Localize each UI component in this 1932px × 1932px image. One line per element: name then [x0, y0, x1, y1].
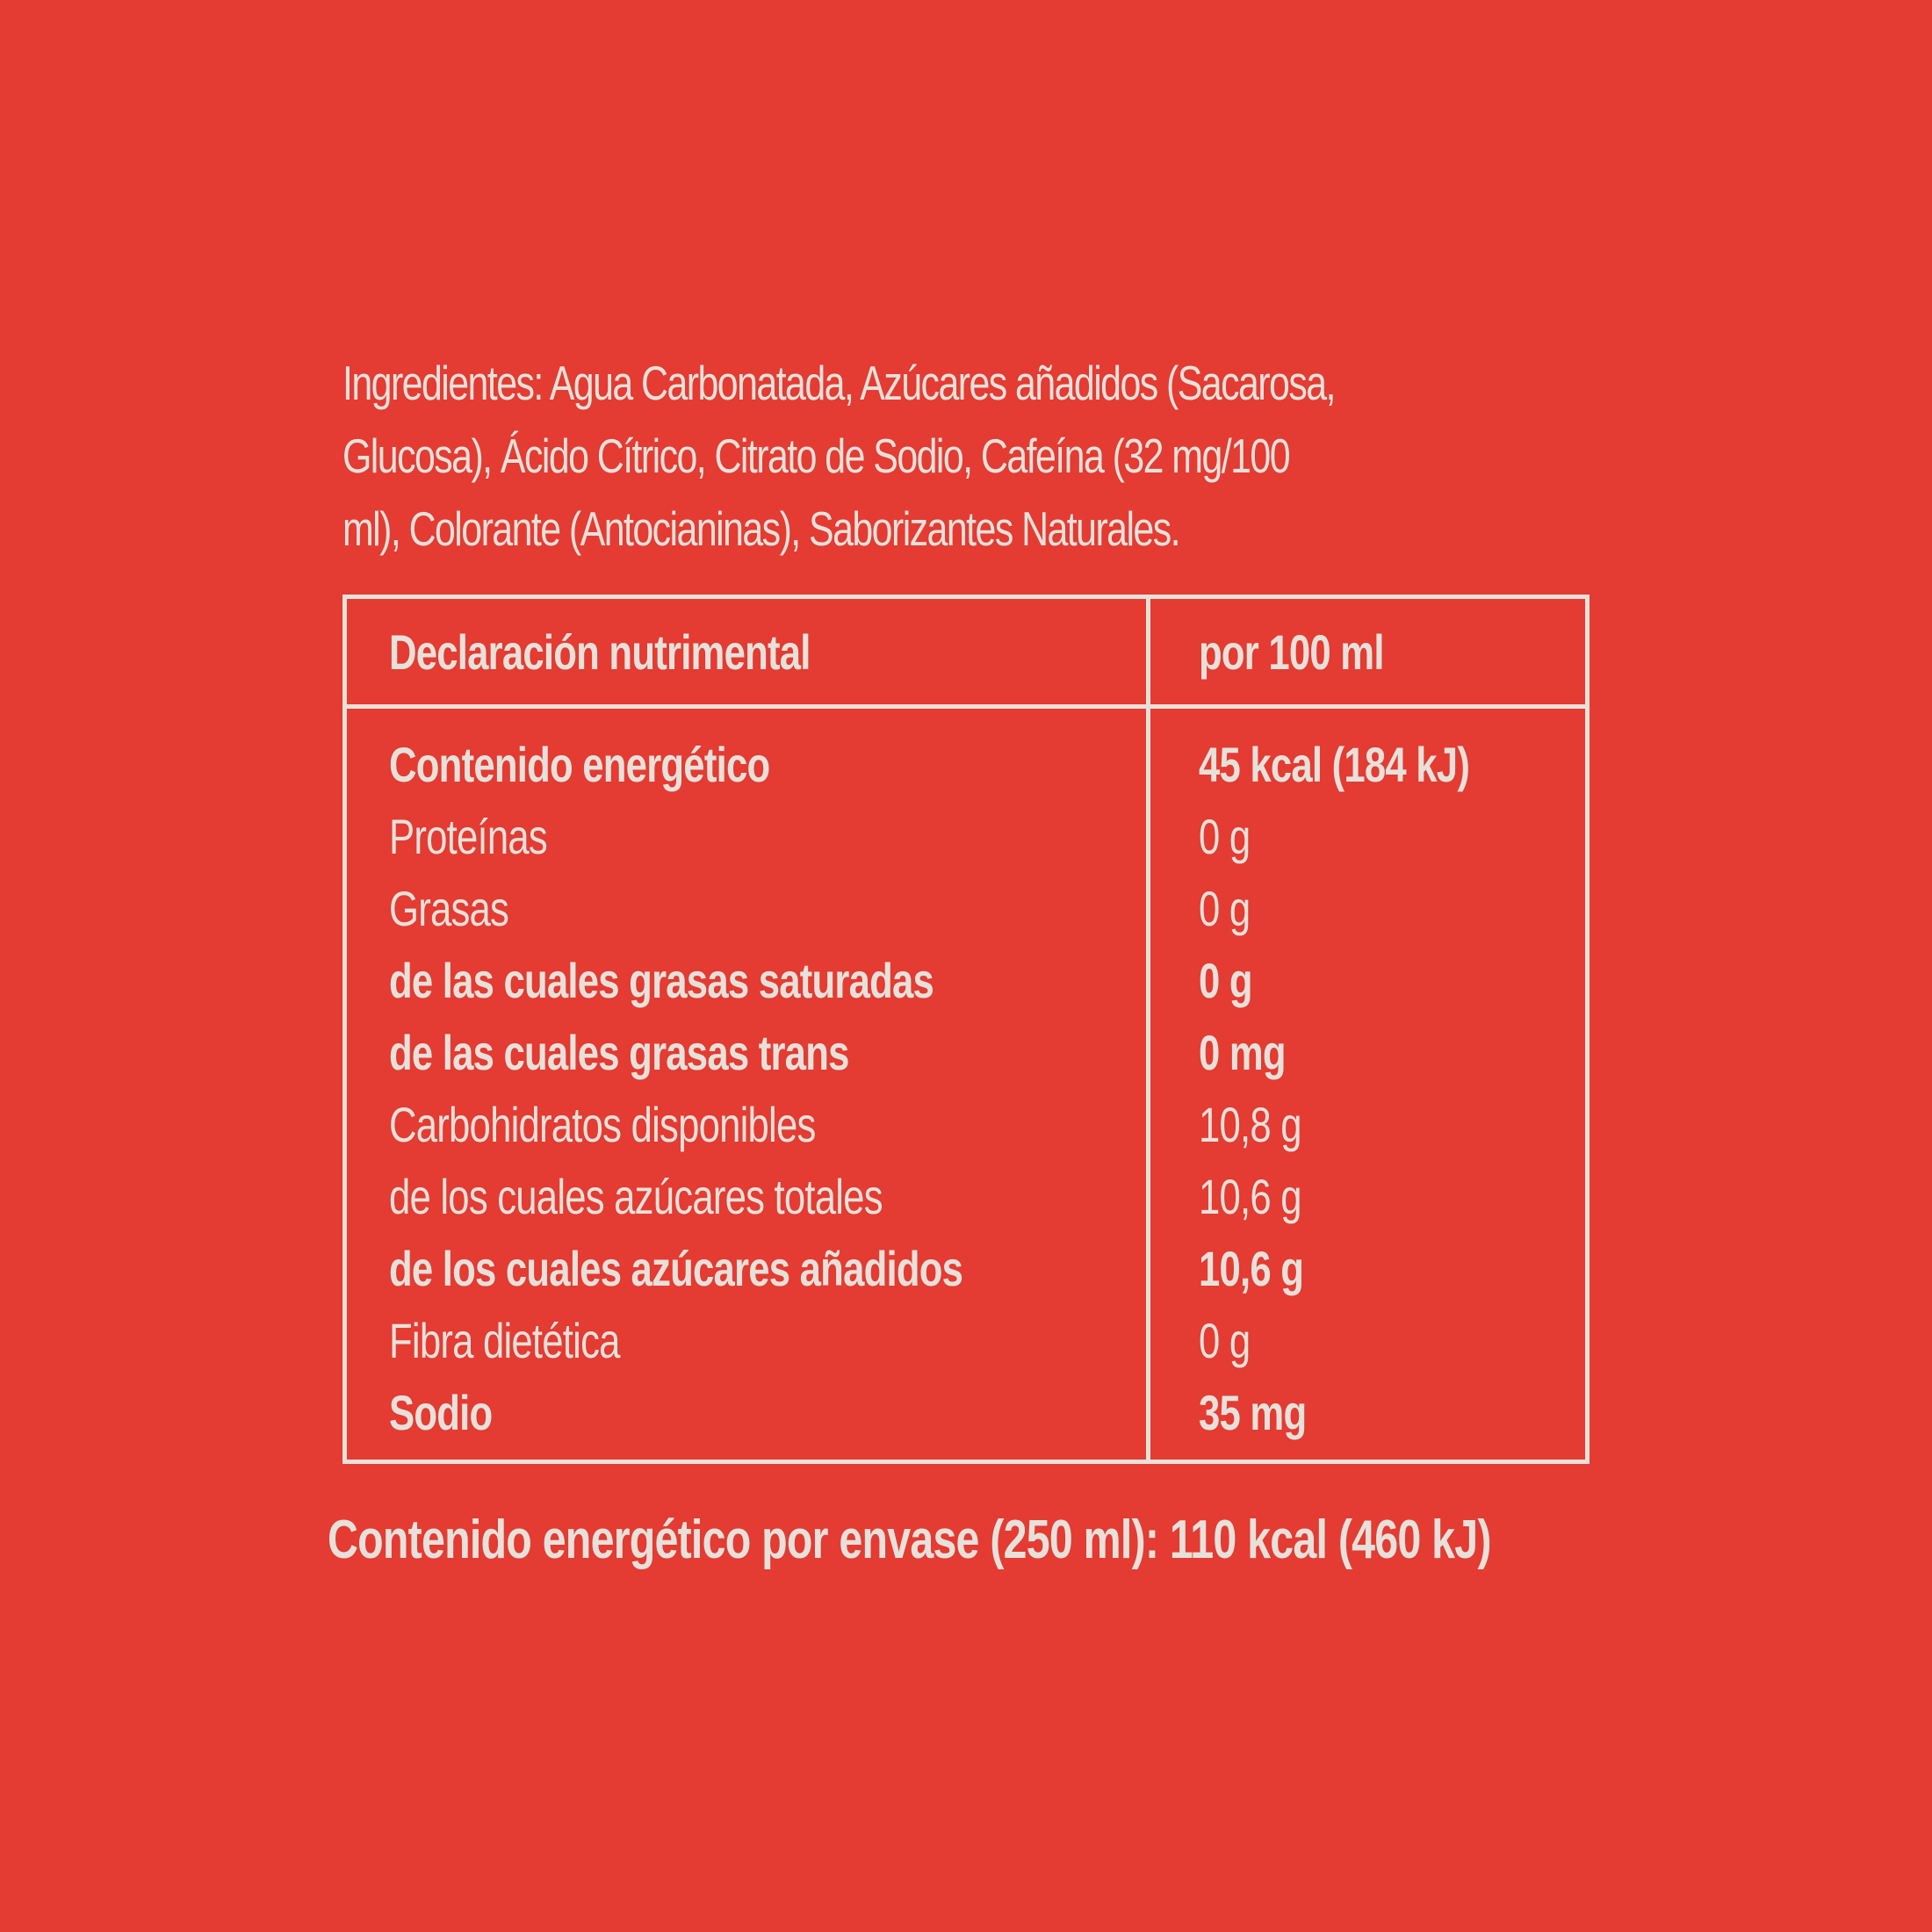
- nutrient-label: Proteínas: [389, 809, 547, 864]
- nutrient-label: de los cuales azúcares añadidos: [389, 1241, 963, 1296]
- nutrient-label: de las cuales grasas trans: [389, 1025, 849, 1080]
- column-divider: [1146, 599, 1150, 1460]
- nutrient-values-column: [1199, 729, 1546, 1449]
- nutrient-value: 0 g: [1199, 881, 1251, 936]
- ingredients-line: Glucosa), Ácido Cítrico, Citrato de Sodio, Cafeína (32 mg/100: [342, 429, 1290, 483]
- nutrient-value: 10,8 g: [1199, 1097, 1301, 1152]
- nutrient-value: 10,6 g: [1199, 1241, 1304, 1296]
- nutrient-label: Grasas: [389, 881, 509, 936]
- nutrient-value: 0 g: [1199, 809, 1251, 864]
- ingredients-line: ml), Colorante (Antocianinas), Saborizantes Naturales.: [342, 501, 1179, 556]
- nutrient-value: 35 mg: [1199, 1385, 1307, 1440]
- energy-per-container: Contenido energético por envase (250 ml): 110 kcal (460 kJ): [328, 1510, 1491, 1570]
- table-header-value: por 100 ml: [1199, 624, 1384, 680]
- nutrient-label: Carbohidratos disponibles: [389, 1097, 816, 1152]
- header-divider: [347, 704, 1585, 709]
- nutrient-value: 0 g: [1199, 1313, 1251, 1368]
- nutrient-labels-column: [389, 729, 1124, 1449]
- nutrient-value: 0 g: [1199, 953, 1252, 1008]
- nutrient-label: de los cuales azúcares totales: [389, 1169, 883, 1224]
- nutrition-table: [342, 595, 1590, 1464]
- table-header-label: Declaración nutrimental: [389, 624, 811, 680]
- ingredients-text: [342, 347, 1335, 566]
- nutrient-label: de las cuales grasas saturadas: [389, 953, 934, 1008]
- nutrient-value: 0 mg: [1199, 1025, 1286, 1080]
- ingredients-line: Ingredientes: Agua Carbonatada, Azúcares añadidos (Sacarosa,: [342, 356, 1335, 410]
- nutrient-value: 45 kcal (184 kJ): [1199, 737, 1470, 792]
- nutrient-value: 10,6 g: [1199, 1169, 1301, 1224]
- nutrient-label: Fibra dietética: [389, 1313, 620, 1368]
- nutrient-label: Sodio: [389, 1385, 493, 1440]
- nutrient-label: Contenido energético: [389, 737, 770, 792]
